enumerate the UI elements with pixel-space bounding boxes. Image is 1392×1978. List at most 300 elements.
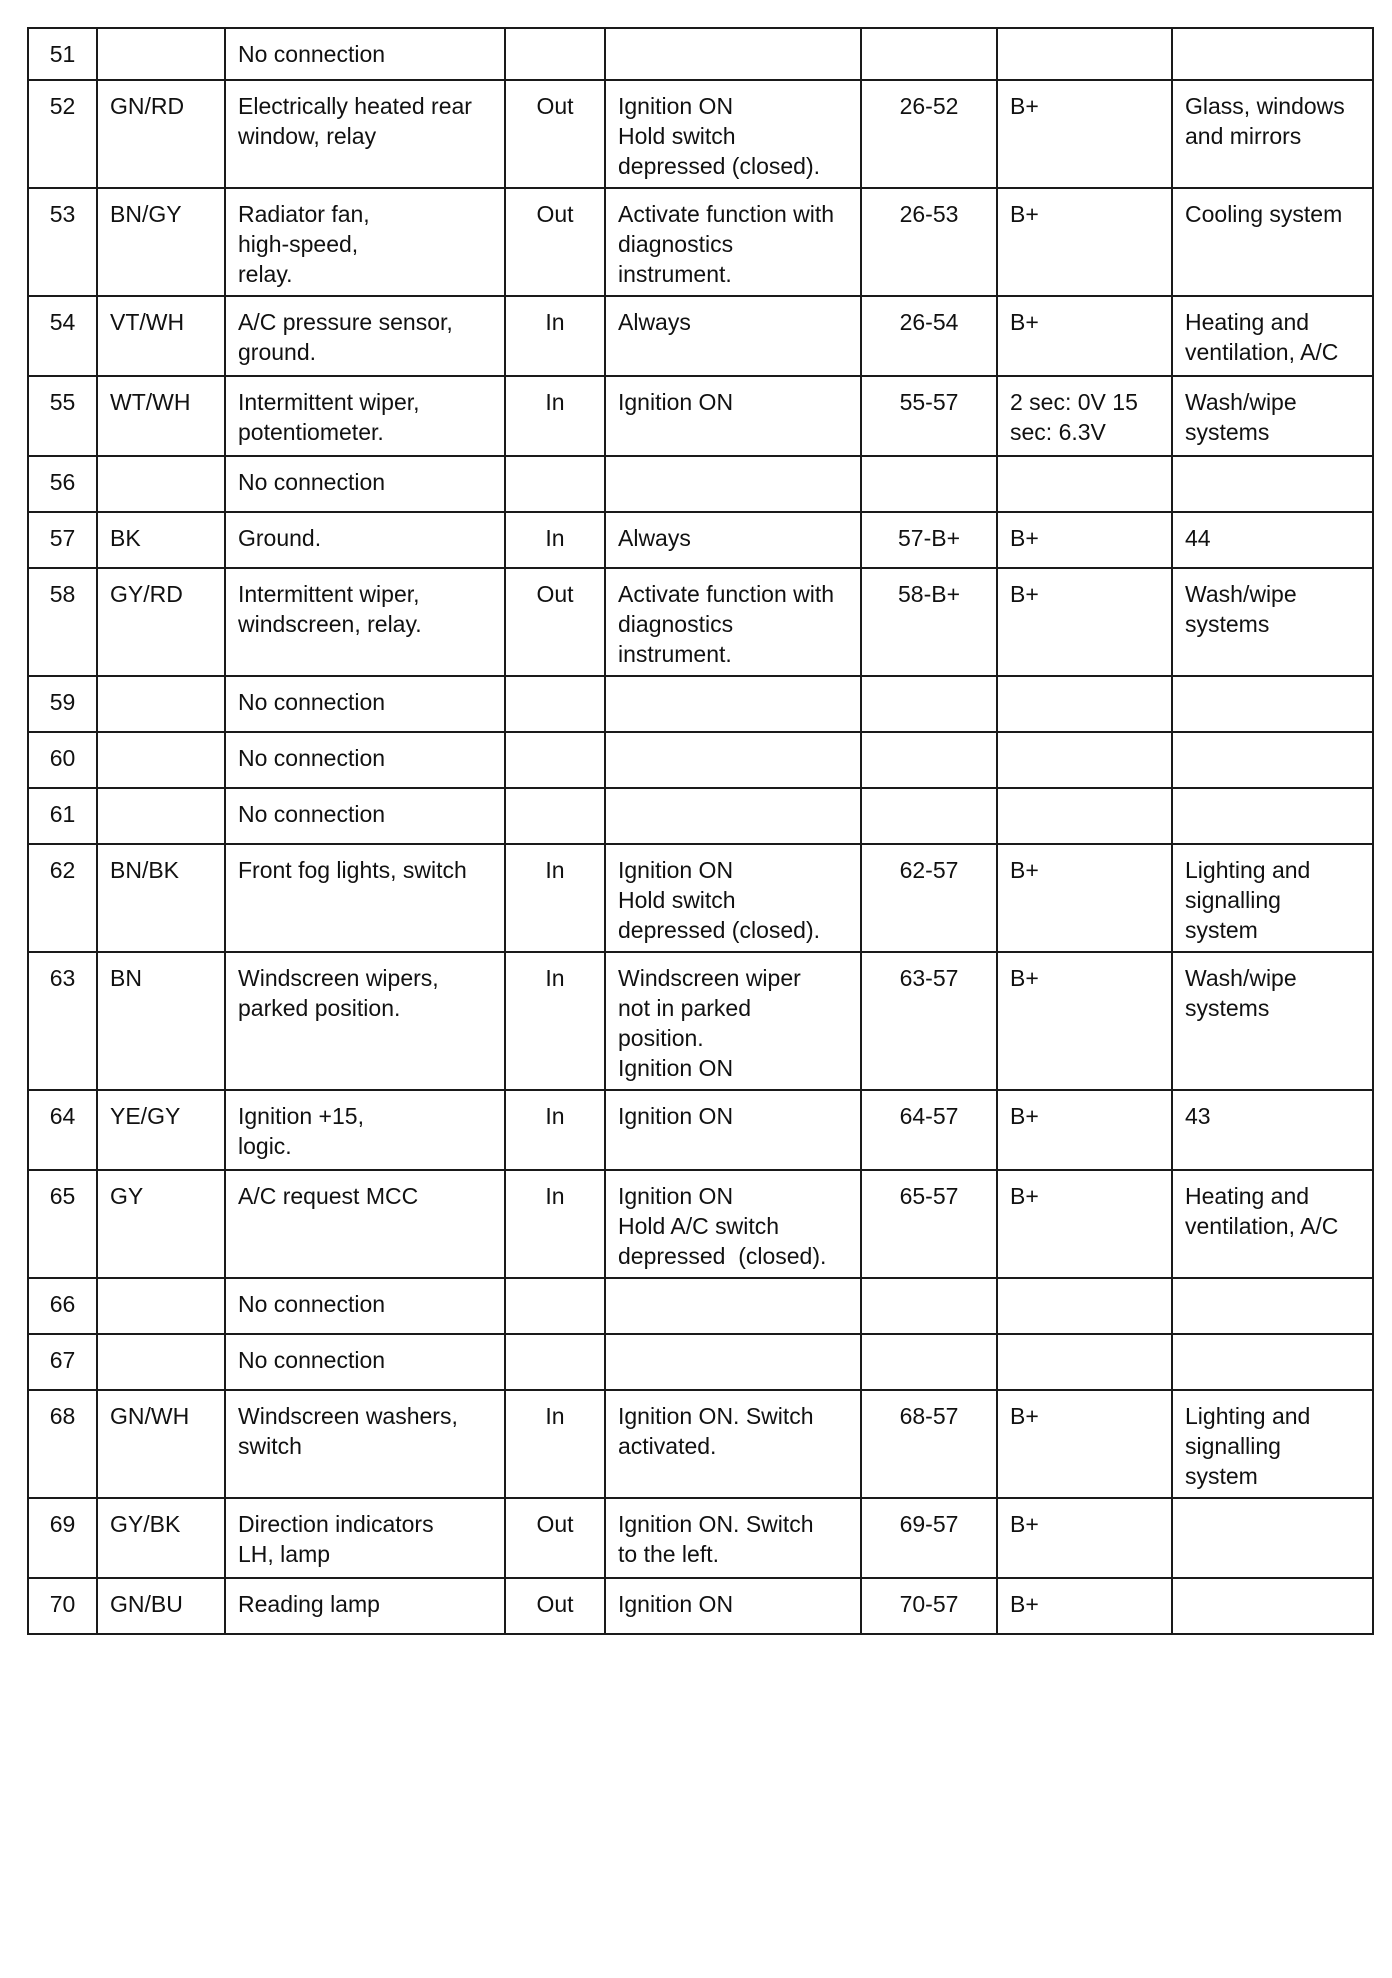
system-reference-cell <box>1172 1278 1373 1334</box>
direction-text: Out <box>536 581 574 607</box>
system-reference-line: Cooling system <box>1185 201 1343 227</box>
nominal-value-cell <box>997 80 1172 188</box>
condition-cell <box>605 952 861 1090</box>
system-reference-cell <box>1172 1334 1373 1390</box>
measure-points-cell <box>861 1578 997 1634</box>
table-row <box>28 1390 1373 1498</box>
function-cell <box>225 1390 505 1498</box>
wire-color-cell <box>97 296 225 376</box>
direction-cell <box>505 376 605 456</box>
system-reference-cell <box>1172 456 1373 512</box>
measure-points-cell <box>861 456 997 512</box>
condition-line: Ignition ON <box>618 1103 734 1129</box>
pin-number-cell <box>28 456 97 512</box>
pin-number-cell <box>28 296 97 376</box>
system-reference-cell <box>1172 28 1373 80</box>
table-row <box>28 952 1373 1090</box>
measure-points-text: 57-B+ <box>897 525 960 551</box>
nominal-value-line: B+ <box>1010 525 1039 551</box>
pin-number-cell <box>28 1170 97 1278</box>
nominal-value-line: sec: 6.3V <box>1010 419 1106 445</box>
measure-points-cell <box>861 376 997 456</box>
condition-line: activated. <box>618 1433 717 1459</box>
nominal-value-cell <box>997 1278 1172 1334</box>
direction-cell <box>505 1278 605 1334</box>
measure-points-text: 65-57 <box>899 1183 959 1209</box>
condition-line: depressed (closed). <box>618 1243 827 1269</box>
condition-cell <box>605 1334 861 1390</box>
measure-points-cell <box>861 296 997 376</box>
direction-text: In <box>545 525 565 551</box>
pin-number-text: 68 <box>49 1403 76 1429</box>
function-cell <box>225 188 505 296</box>
function-cell <box>225 376 505 456</box>
pin-table-page <box>27 27 1372 1635</box>
condition-line: position. <box>618 1025 704 1051</box>
nominal-value-cell <box>997 1170 1172 1278</box>
wire-color-cell <box>97 1498 225 1578</box>
measure-points-cell <box>861 788 997 844</box>
system-reference-line: Wash/wipe <box>1185 581 1297 607</box>
table-row <box>28 568 1373 676</box>
nominal-value-line: B+ <box>1010 965 1039 991</box>
function-cell <box>225 296 505 376</box>
system-reference-cell <box>1172 1578 1373 1634</box>
condition-line: Hold switch <box>618 887 736 913</box>
table-row <box>28 1498 1373 1578</box>
wire-color-text: BN/BK <box>110 857 180 883</box>
measure-points-text: 62-57 <box>899 857 959 883</box>
function-cell <box>225 952 505 1090</box>
direction-text: In <box>545 1403 565 1429</box>
direction-cell <box>505 512 605 568</box>
condition-cell <box>605 1390 861 1498</box>
measure-points-cell <box>861 28 997 80</box>
condition-line: Activate function with <box>618 581 835 607</box>
system-reference-cell <box>1172 952 1373 1090</box>
condition-cell <box>605 28 861 80</box>
measure-points-cell <box>861 1334 997 1390</box>
nominal-value-line: B+ <box>1010 1403 1039 1429</box>
system-reference-line: Heating and <box>1185 1183 1310 1209</box>
system-reference-line: Glass, windows <box>1185 93 1345 119</box>
function-cell <box>225 1278 505 1334</box>
direction-cell <box>505 788 605 844</box>
measure-points-cell <box>861 1390 997 1498</box>
condition-line: Ignition ON <box>618 389 734 415</box>
table-row <box>28 1578 1373 1634</box>
table-row <box>28 376 1373 456</box>
function-line: Ground. <box>238 525 322 551</box>
system-reference-line: signalling <box>1185 887 1281 913</box>
nominal-value-cell <box>997 952 1172 1090</box>
system-reference-cell <box>1172 732 1373 788</box>
system-reference-cell <box>1172 296 1373 376</box>
function-line: Direction indicators <box>238 1511 434 1537</box>
system-reference-cell <box>1172 788 1373 844</box>
system-reference-line: and mirrors <box>1185 123 1302 149</box>
system-reference-line: Heating and <box>1185 309 1310 335</box>
measure-points-cell <box>861 512 997 568</box>
wire-color-cell <box>97 1578 225 1634</box>
function-line: Intermittent wiper, <box>238 581 420 607</box>
nominal-value-cell <box>997 1390 1172 1498</box>
table-row <box>28 296 1373 376</box>
pin-table-body <box>28 28 1373 1634</box>
nominal-value-cell <box>997 512 1172 568</box>
wire-color-text: BN/GY <box>110 201 182 227</box>
condition-line: Always <box>618 525 691 551</box>
system-reference-cell <box>1172 676 1373 732</box>
direction-text: In <box>545 309 565 335</box>
system-reference-line: systems <box>1185 995 1270 1021</box>
function-cell <box>225 788 505 844</box>
direction-text: Out <box>536 1591 574 1617</box>
table-row <box>28 732 1373 788</box>
direction-text: In <box>545 857 565 883</box>
condition-line: diagnostics <box>618 611 734 637</box>
wire-color-cell <box>97 188 225 296</box>
pin-number-text: 53 <box>49 201 76 227</box>
function-cell <box>225 1334 505 1390</box>
condition-line: Ignition ON <box>618 1591 734 1617</box>
direction-cell <box>505 1334 605 1390</box>
function-line: No connection <box>238 1291 386 1317</box>
function-cell <box>225 1498 505 1578</box>
wire-color-text: GN/WH <box>110 1403 190 1429</box>
function-line: window, relay <box>238 123 377 149</box>
pin-number-text: 61 <box>49 801 76 827</box>
condition-cell <box>605 676 861 732</box>
pin-number-text: 59 <box>49 689 76 715</box>
direction-cell <box>505 296 605 376</box>
system-reference-line: Wash/wipe <box>1185 965 1297 991</box>
pin-number-cell <box>28 376 97 456</box>
function-cell <box>225 80 505 188</box>
direction-cell <box>505 1390 605 1498</box>
nominal-value-line: B+ <box>1010 1591 1039 1617</box>
system-reference-cell <box>1172 188 1373 296</box>
measure-points-text: 64-57 <box>899 1103 959 1129</box>
table-row <box>28 456 1373 512</box>
wire-color-cell <box>97 1334 225 1390</box>
nominal-value-cell <box>997 1498 1172 1578</box>
condition-line: Activate function with <box>618 201 835 227</box>
function-line: Ignition +15, <box>238 1103 364 1129</box>
measure-points-text: 63-57 <box>899 965 959 991</box>
function-line: relay. <box>238 261 293 287</box>
function-line: logic. <box>238 1133 292 1159</box>
function-line: Electrically heated rear <box>238 93 472 119</box>
direction-cell <box>505 1498 605 1578</box>
wire-color-text: GN/BU <box>110 1591 183 1617</box>
wire-color-text: GY <box>110 1183 144 1209</box>
pin-number-cell <box>28 568 97 676</box>
pin-number-text: 64 <box>49 1103 76 1129</box>
wire-color-cell <box>97 1170 225 1278</box>
nominal-value-cell <box>997 296 1172 376</box>
system-reference-cell <box>1172 844 1373 952</box>
measure-points-text: 58-B+ <box>897 581 960 607</box>
direction-text: Out <box>536 201 574 227</box>
table-row <box>28 788 1373 844</box>
wire-color-cell <box>97 732 225 788</box>
condition-line: Ignition ON <box>618 1055 734 1081</box>
function-cell <box>225 1090 505 1170</box>
function-cell <box>225 1170 505 1278</box>
pin-number-cell <box>28 188 97 296</box>
condition-line: not in parked <box>618 995 751 1021</box>
condition-line: Ignition ON <box>618 1183 734 1209</box>
function-line: No connection <box>238 469 386 495</box>
condition-cell <box>605 376 861 456</box>
system-reference-line: ventilation, A/C <box>1185 1213 1339 1239</box>
measure-points-cell <box>861 676 997 732</box>
wire-color-cell <box>97 676 225 732</box>
nominal-value-cell <box>997 1578 1172 1634</box>
wire-color-text: GY/BK <box>110 1511 181 1537</box>
pin-number-text: 54 <box>49 309 76 335</box>
direction-cell <box>505 844 605 952</box>
measure-points-text: 26-54 <box>899 309 959 335</box>
function-cell <box>225 456 505 512</box>
table-row <box>28 1334 1373 1390</box>
direction-cell <box>505 80 605 188</box>
system-reference-line: system <box>1185 1463 1258 1489</box>
function-line: Front fog lights, switch <box>238 857 467 883</box>
measure-points-text: 26-53 <box>899 201 959 227</box>
table-row <box>28 1278 1373 1334</box>
measure-points-cell <box>861 1170 997 1278</box>
wire-color-text: GN/RD <box>110 93 185 119</box>
table-row <box>28 1170 1373 1278</box>
function-line: LH, lamp <box>238 1541 331 1567</box>
condition-cell <box>605 788 861 844</box>
pin-number-text: 67 <box>49 1347 76 1373</box>
condition-line: Ignition ON. Switch <box>618 1403 814 1429</box>
pin-number-text: 65 <box>49 1183 76 1209</box>
table-row <box>28 676 1373 732</box>
nominal-value-line: B+ <box>1010 1103 1039 1129</box>
pin-number-cell <box>28 1090 97 1170</box>
condition-cell <box>605 1578 861 1634</box>
nominal-value-cell <box>997 676 1172 732</box>
direction-text: In <box>545 965 565 991</box>
measure-points-cell <box>861 732 997 788</box>
condition-cell <box>605 732 861 788</box>
condition-line: Hold switch <box>618 123 736 149</box>
pin-number-text: 58 <box>49 581 76 607</box>
condition-cell <box>605 1498 861 1578</box>
measure-points-cell <box>861 844 997 952</box>
nominal-value-cell <box>997 456 1172 512</box>
system-reference-cell <box>1172 1498 1373 1578</box>
system-reference-line: signalling <box>1185 1433 1281 1459</box>
condition-line: to the left. <box>618 1541 720 1567</box>
table-row <box>28 1090 1373 1170</box>
pin-number-text: 60 <box>49 745 76 771</box>
function-line: Windscreen washers, <box>238 1403 458 1429</box>
pin-number-cell <box>28 80 97 188</box>
pin-number-text: 66 <box>49 1291 76 1317</box>
function-line: A/C request MCC <box>238 1183 419 1209</box>
pin-number-cell <box>28 1578 97 1634</box>
condition-cell <box>605 1170 861 1278</box>
condition-line: depressed (closed). <box>618 917 820 943</box>
function-line: No connection <box>238 1347 386 1373</box>
condition-line: instrument. <box>618 641 732 667</box>
wire-color-text: BN <box>110 965 142 991</box>
system-reference-cell <box>1172 512 1373 568</box>
system-reference-line: Lighting and <box>1185 857 1311 883</box>
direction-cell <box>505 456 605 512</box>
nominal-value-cell <box>997 1334 1172 1390</box>
system-reference-cell <box>1172 80 1373 188</box>
nominal-value-cell <box>997 732 1172 788</box>
direction-cell <box>505 28 605 80</box>
direction-text: In <box>545 389 565 415</box>
direction-cell <box>505 952 605 1090</box>
pin-number-text: 57 <box>49 525 76 551</box>
wire-color-text: WT/WH <box>110 389 191 415</box>
wire-color-cell <box>97 80 225 188</box>
wire-color-cell <box>97 952 225 1090</box>
nominal-value-line: B+ <box>1010 309 1039 335</box>
pin-number-cell <box>28 1278 97 1334</box>
direction-text: Out <box>536 1511 574 1537</box>
nominal-value-line: B+ <box>1010 581 1039 607</box>
function-line: No connection <box>238 745 386 771</box>
pin-number-cell <box>28 676 97 732</box>
function-line: No connection <box>238 801 386 827</box>
function-line: Radiator fan, <box>238 201 370 227</box>
measure-points-cell <box>861 568 997 676</box>
wire-color-cell <box>97 456 225 512</box>
condition-cell <box>605 80 861 188</box>
pin-number-cell <box>28 512 97 568</box>
function-cell <box>225 28 505 80</box>
wire-color-cell <box>97 788 225 844</box>
nominal-value-line: B+ <box>1010 201 1039 227</box>
function-cell <box>225 568 505 676</box>
measure-points-cell <box>861 188 997 296</box>
nominal-value-cell <box>997 568 1172 676</box>
wire-color-cell <box>97 1090 225 1170</box>
condition-cell <box>605 456 861 512</box>
system-reference-cell <box>1172 1390 1373 1498</box>
direction-cell <box>505 676 605 732</box>
wire-color-text: YE/GY <box>110 1103 181 1129</box>
pin-number-cell <box>28 28 97 80</box>
condition-line: Always <box>618 309 691 335</box>
wire-color-cell <box>97 376 225 456</box>
function-line: A/C pressure sensor, <box>238 309 453 335</box>
direction-text: In <box>545 1103 565 1129</box>
pin-number-cell <box>28 1334 97 1390</box>
condition-cell <box>605 296 861 376</box>
wire-color-cell <box>97 568 225 676</box>
direction-cell <box>505 732 605 788</box>
nominal-value-line: B+ <box>1010 857 1039 883</box>
function-line: potentiometer. <box>238 419 384 445</box>
measure-points-text: 70-57 <box>899 1591 959 1617</box>
condition-line: Ignition ON. Switch <box>618 1511 814 1537</box>
direction-text: In <box>545 1183 565 1209</box>
pin-number-cell <box>28 844 97 952</box>
system-reference-line: 44 <box>1185 525 1211 551</box>
measure-points-text: 69-57 <box>899 1511 959 1537</box>
pin-number-cell <box>28 1498 97 1578</box>
system-reference-cell <box>1172 1170 1373 1278</box>
condition-line: instrument. <box>618 261 732 287</box>
pin-number-text: 51 <box>49 41 76 67</box>
function-line: No connection <box>238 41 386 67</box>
condition-line: Windscreen wiper <box>618 965 801 991</box>
function-line: switch <box>238 1433 302 1459</box>
direction-cell <box>505 568 605 676</box>
measure-points-cell <box>861 1498 997 1578</box>
measure-points-cell <box>861 1278 997 1334</box>
system-reference-line: Wash/wipe <box>1185 389 1297 415</box>
system-reference-line: systems <box>1185 611 1270 637</box>
direction-cell <box>505 1170 605 1278</box>
system-reference-line: system <box>1185 917 1258 943</box>
nominal-value-cell <box>997 376 1172 456</box>
nominal-value-cell <box>997 188 1172 296</box>
system-reference-line: Lighting and <box>1185 1403 1311 1429</box>
nominal-value-cell <box>997 28 1172 80</box>
pin-number-text: 70 <box>49 1591 76 1617</box>
function-cell <box>225 844 505 952</box>
direction-text: Out <box>536 93 574 119</box>
pin-table <box>27 27 1374 1635</box>
wire-color-text: GY/RD <box>110 581 183 607</box>
function-line: high-speed, <box>238 231 359 257</box>
pin-number-cell <box>28 1390 97 1498</box>
pin-number-cell <box>28 952 97 1090</box>
pin-number-text: 63 <box>49 965 76 991</box>
system-reference-line: systems <box>1185 419 1270 445</box>
measure-points-text: 68-57 <box>899 1403 959 1429</box>
pin-number-text: 52 <box>49 93 76 119</box>
nominal-value-line: 2 sec: 0V 15 <box>1010 389 1138 415</box>
condition-line: Ignition ON <box>618 93 734 119</box>
condition-line: depressed (closed). <box>618 153 820 179</box>
condition-line: diagnostics <box>618 231 734 257</box>
condition-cell <box>605 188 861 296</box>
system-reference-line: 43 <box>1185 1103 1211 1129</box>
function-cell <box>225 1578 505 1634</box>
measure-points-cell <box>861 952 997 1090</box>
table-row <box>28 512 1373 568</box>
measure-points-text: 26-52 <box>899 93 959 119</box>
function-cell <box>225 512 505 568</box>
condition-line: Ignition ON <box>618 857 734 883</box>
pin-number-text: 56 <box>49 469 76 495</box>
wire-color-cell <box>97 1390 225 1498</box>
condition-cell <box>605 1278 861 1334</box>
wire-color-cell <box>97 512 225 568</box>
direction-cell <box>505 1090 605 1170</box>
function-line: windscreen, relay. <box>238 611 422 637</box>
system-reference-line: ventilation, A/C <box>1185 339 1339 365</box>
pin-number-text: 69 <box>49 1511 76 1537</box>
measure-points-cell <box>861 80 997 188</box>
nominal-value-cell <box>997 788 1172 844</box>
measure-points-text: 55-57 <box>899 389 959 415</box>
table-row <box>28 188 1373 296</box>
system-reference-cell <box>1172 376 1373 456</box>
